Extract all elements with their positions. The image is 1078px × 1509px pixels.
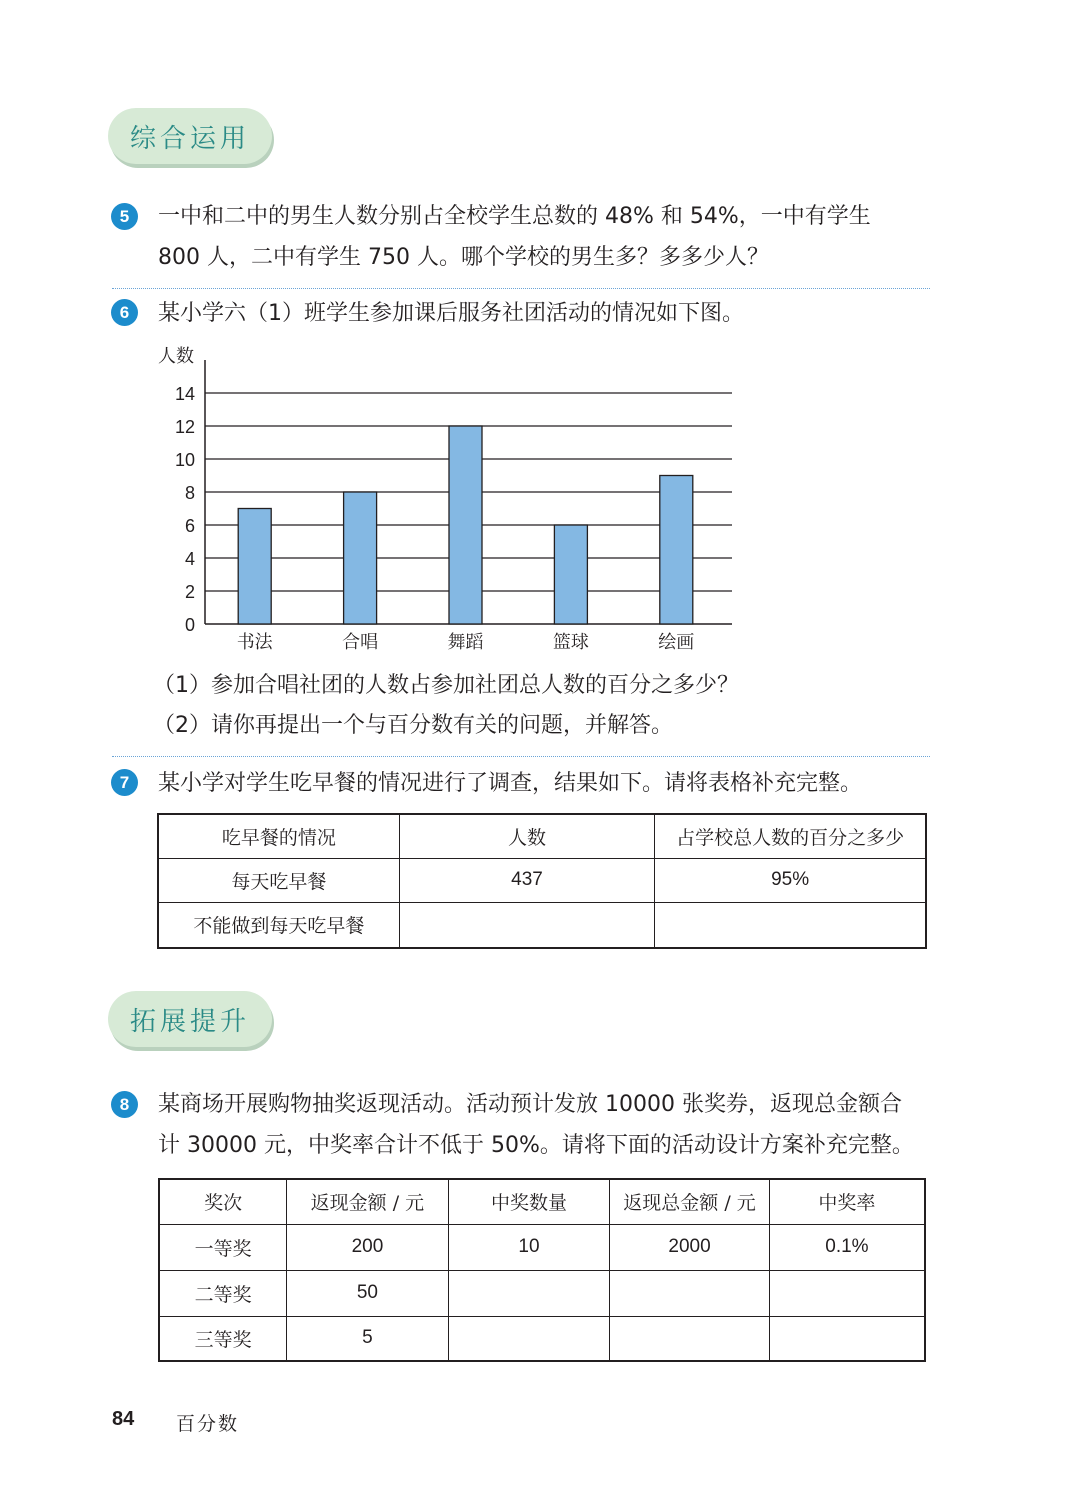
table-cell: 0.1% <box>769 1224 925 1270</box>
table-cell-blank <box>610 1316 770 1361</box>
table-header-cell: 占学校总人数的百分之多少 <box>655 814 926 858</box>
table-header-row <box>159 1179 925 1224</box>
question-number-5: 5 <box>111 203 138 230</box>
question-number-7: 7 <box>111 769 138 796</box>
y-tick-label: 0 <box>184 615 195 635</box>
x-tick-label: 篮球 <box>552 632 589 653</box>
question-5-line2: 800 人，二中有学生 750 人。哪个学校的男生多？多多少人？ <box>158 245 769 270</box>
table-header-cell: 奖次 <box>159 1179 287 1224</box>
table-cell: 三等奖 <box>159 1316 287 1361</box>
question-8-text <box>158 1084 938 1166</box>
bar-合唱 <box>344 492 377 624</box>
table-cell: 二等奖 <box>159 1270 287 1316</box>
chapter-title: 百分数 <box>176 1413 240 1435</box>
table-row <box>158 902 926 948</box>
table-cell: 2000 <box>610 1224 770 1270</box>
divider <box>112 756 930 757</box>
table-cell-blank <box>399 902 654 948</box>
table-cell-blank <box>448 1270 610 1316</box>
table-header-cell: 人数 <box>399 814 654 858</box>
table-cell-blank <box>769 1270 925 1316</box>
table-cell-blank <box>655 902 926 948</box>
question-8-line1: 某商场开展购物抽奖返现活动。活动预计发放 10000 张奖券，返现总金额合 <box>158 1092 902 1117</box>
x-tick-label: 绘画 <box>658 632 695 653</box>
bar-chart <box>150 340 750 660</box>
table-header-cell: 返现总金额 / 元 <box>610 1179 770 1224</box>
bar-绘画 <box>660 476 693 625</box>
y-tick-label: 4 <box>184 549 195 569</box>
table-cell: 50 <box>287 1270 449 1316</box>
section-tag-extension: 拓展提升 <box>108 991 272 1047</box>
question-6-sub2: （2）请你再提出一个与百分数有关的问题，并解答。 <box>153 713 673 738</box>
table-row <box>159 1224 925 1270</box>
y-tick-label: 14 <box>174 384 195 404</box>
y-axis-label: 人数 <box>158 346 194 367</box>
table-row <box>158 858 926 902</box>
y-tick-label: 10 <box>174 450 195 470</box>
table-cell-blank <box>769 1316 925 1361</box>
table-cell: 437 <box>399 858 654 902</box>
table-cell-blank <box>448 1316 610 1361</box>
question-8-line2: 计 30000 元，中奖率合计不低于 50%。请将下面的活动设计方案补充完整。 <box>158 1133 914 1158</box>
question-7-text: 某小学对学生吃早餐的情况进行了调查，结果如下。请将表格补充完整。 <box>158 771 863 796</box>
breakfast-table <box>157 813 927 949</box>
x-tick-label: 舞蹈 <box>447 632 484 653</box>
page-number: 84 <box>112 1408 135 1430</box>
table-row <box>159 1270 925 1316</box>
table-cell: 每天吃早餐 <box>158 858 399 902</box>
question-6-text: 某小学六（1）班学生参加课后服务社团活动的情况如下图。 <box>158 301 744 326</box>
table-cell: 一等奖 <box>159 1224 287 1270</box>
table-row <box>159 1316 925 1361</box>
y-tick-label: 6 <box>184 516 195 536</box>
question-5-text <box>158 196 938 278</box>
table-header-cell: 中奖率 <box>769 1179 925 1224</box>
section-tag-comprehensive: 综合运用 <box>108 108 272 164</box>
y-tick-label: 12 <box>174 417 195 437</box>
x-tick-label: 合唱 <box>342 632 379 653</box>
table-header-cell: 吃早餐的情况 <box>158 814 399 858</box>
bar-书法 <box>238 509 271 625</box>
table-header-cell: 返现金额 / 元 <box>287 1179 449 1224</box>
prize-table <box>158 1178 926 1362</box>
table-cell: 200 <box>287 1224 449 1270</box>
table-cell: 不能做到每天吃早餐 <box>158 902 399 948</box>
question-number-8: 8 <box>111 1091 138 1118</box>
question-5-line1: 一中和二中的男生人数分别占全校学生总数的 48% 和 54%，一中有学生 <box>158 204 871 229</box>
table-cell-blank <box>610 1270 770 1316</box>
table-cell: 10 <box>448 1224 610 1270</box>
bar-舞蹈 <box>449 426 482 624</box>
y-tick-label: 2 <box>184 582 195 602</box>
table-header-row <box>158 814 926 858</box>
x-tick-label: 书法 <box>236 632 273 653</box>
y-tick-label: 8 <box>184 483 195 503</box>
table-cell: 95% <box>655 858 926 902</box>
table-header-cell: 中奖数量 <box>448 1179 610 1224</box>
divider <box>112 288 930 289</box>
bar-篮球 <box>554 525 587 624</box>
table-cell: 5 <box>287 1316 449 1361</box>
question-6-sub1: （1）参加合唱社团的人数占参加社团总人数的百分之多少？ <box>153 673 739 698</box>
question-number-6: 6 <box>111 299 138 326</box>
